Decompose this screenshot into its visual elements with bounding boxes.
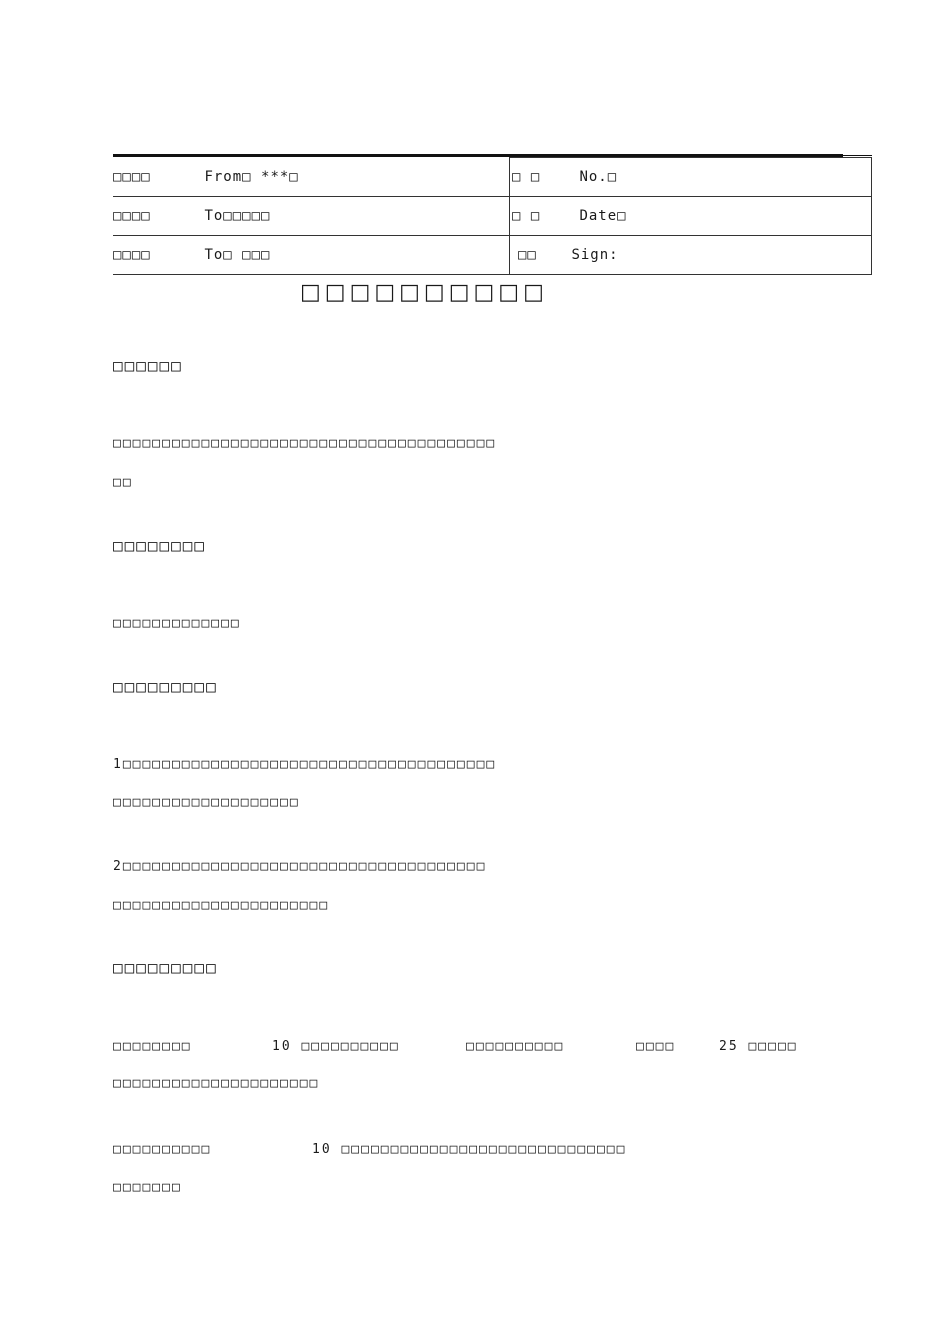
sign-label: □□ xyxy=(518,247,537,263)
section-4-para-1-frag-2: 10 □□□□□□□□□□ xyxy=(272,1039,400,1054)
section-4-para-2-line-2: □□□□□□□ xyxy=(113,1180,182,1195)
header-top-rule-extension xyxy=(843,155,872,156)
number-label: □ □ xyxy=(512,169,541,185)
section-4-para-1-frag-3: □□□□□□□□□□ xyxy=(466,1039,565,1054)
header-row-cc xyxy=(113,236,872,275)
section-4-para-1-frag-1: □□□□□□□□ xyxy=(113,1039,192,1054)
date-label: □ □ xyxy=(512,208,541,224)
header-row-from xyxy=(113,158,872,197)
number-cell xyxy=(510,158,872,197)
section-1-line-1: □□□□□□□□□□□□□□□□□□□□□□□□□□□□□□□□□□□□□□□ xyxy=(113,436,497,451)
section-4-para-2-frag-1: □□□□□□□□□□ xyxy=(113,1142,212,1157)
cc-cell xyxy=(113,236,510,275)
section-4-heading: □□□□□□□□□ xyxy=(113,958,218,977)
cc-value: To□ □□□ xyxy=(204,247,271,263)
from-label: □□□□ xyxy=(113,168,151,185)
header-row-to xyxy=(113,197,872,236)
sign-value: Sign: xyxy=(571,247,619,263)
date-cell xyxy=(510,197,872,236)
section-3-heading: □□□□□□□□□ xyxy=(113,677,218,696)
section-3-item-1-line-2: □□□□□□□□□□□□□□□□□□□ xyxy=(113,795,300,810)
section-4-para-1-frag-4: □□□□ xyxy=(636,1039,676,1054)
section-4-para-1-frag-5: 25 □□□□□ xyxy=(719,1039,798,1054)
section-4-para-1-line-2: □□□□□□□□□□□□□□□□□□□□□ xyxy=(113,1076,320,1091)
memo-header-table xyxy=(113,157,872,275)
section-3-item-1-line-1: 1□□□□□□□□□□□□□□□□□□□□□□□□□□□□□□□□□□□□□□ xyxy=(113,757,497,772)
section-3-item-2-line-2: □□□□□□□□□□□□□□□□□□□□□□ xyxy=(113,898,330,913)
section-2-line-1: □□□□□□□□□□□□□ xyxy=(113,616,241,631)
from-cell xyxy=(113,158,510,197)
section-4-para-2-frag-2: 10 □□□□□□□□□□□□□□□□□□□□□□□□□□□□□ xyxy=(312,1142,627,1157)
to-cell xyxy=(113,197,510,236)
date-value: Date□ xyxy=(579,208,627,224)
cc-label: □□□□ xyxy=(113,247,151,263)
section-3-item-2-line-1: 2□□□□□□□□□□□□□□□□□□□□□□□□□□□□□□□□□□□□□ xyxy=(113,859,487,874)
from-value: From□ ***□ xyxy=(204,168,299,185)
document-title: □□□□□□□□□□ xyxy=(300,280,548,305)
section-1-heading: □□□□□□ xyxy=(113,356,183,375)
to-label: □□□□ xyxy=(113,208,151,224)
section-1-line-2: □□ xyxy=(113,475,133,490)
section-2-heading: □□□□□□□□ xyxy=(113,536,207,555)
number-value: No.□ xyxy=(579,169,618,185)
to-value: To□□□□□ xyxy=(204,208,271,224)
sign-cell xyxy=(510,236,872,275)
